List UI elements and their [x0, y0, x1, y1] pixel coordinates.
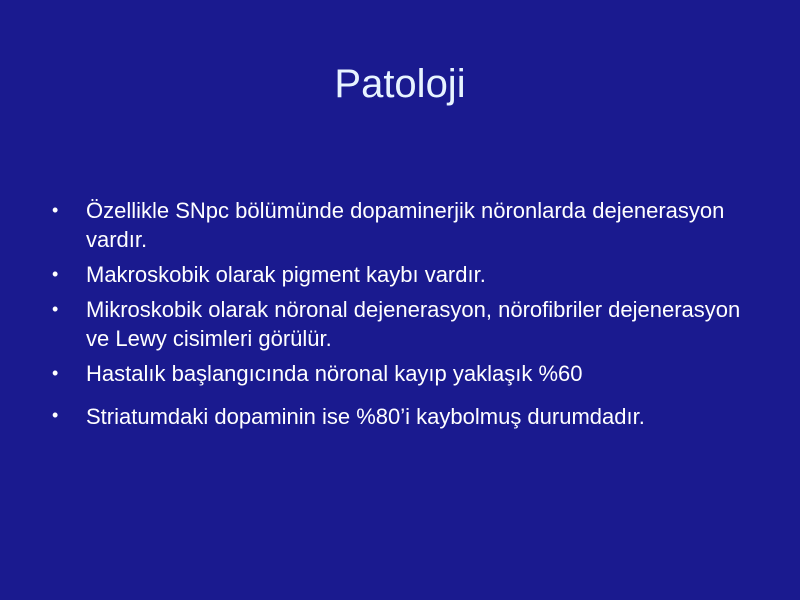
bullet-icon: •: [52, 405, 59, 425]
bullet-item: [52, 400, 742, 434]
bullet-text: Hastalık başlangıcında nöronal kayıp yaklaşık %60: [86, 361, 583, 386]
bullet-text: Özellikle SNpc bölümünde dopaminerjik nöronlarda dejenerasyon vardır.: [86, 198, 725, 252]
bullet-icon: •: [52, 363, 59, 383]
slide-title: Patoloji: [334, 62, 466, 106]
bullet-text: Mikroskobik olarak nöronal dejenerasyon, nörofibriler dejenerasyon ve Lewy cisimleri görülür.: [86, 297, 741, 351]
bullet-icon: •: [52, 264, 59, 284]
bullet-icon: •: [52, 299, 59, 319]
bullet-text: Striatumdaki dopaminin ise %80’i kaybolmuş durumdadır.: [86, 404, 645, 429]
bullet-text: Makroskobik olarak pigment kaybı vardır.: [86, 262, 486, 287]
bullet-item: [52, 359, 742, 388]
bullet-item: [52, 295, 742, 353]
bullet-list: [52, 196, 742, 440]
bullet-item: [52, 196, 742, 254]
bullet-icon: •: [52, 200, 59, 220]
bullet-item: [52, 260, 742, 289]
